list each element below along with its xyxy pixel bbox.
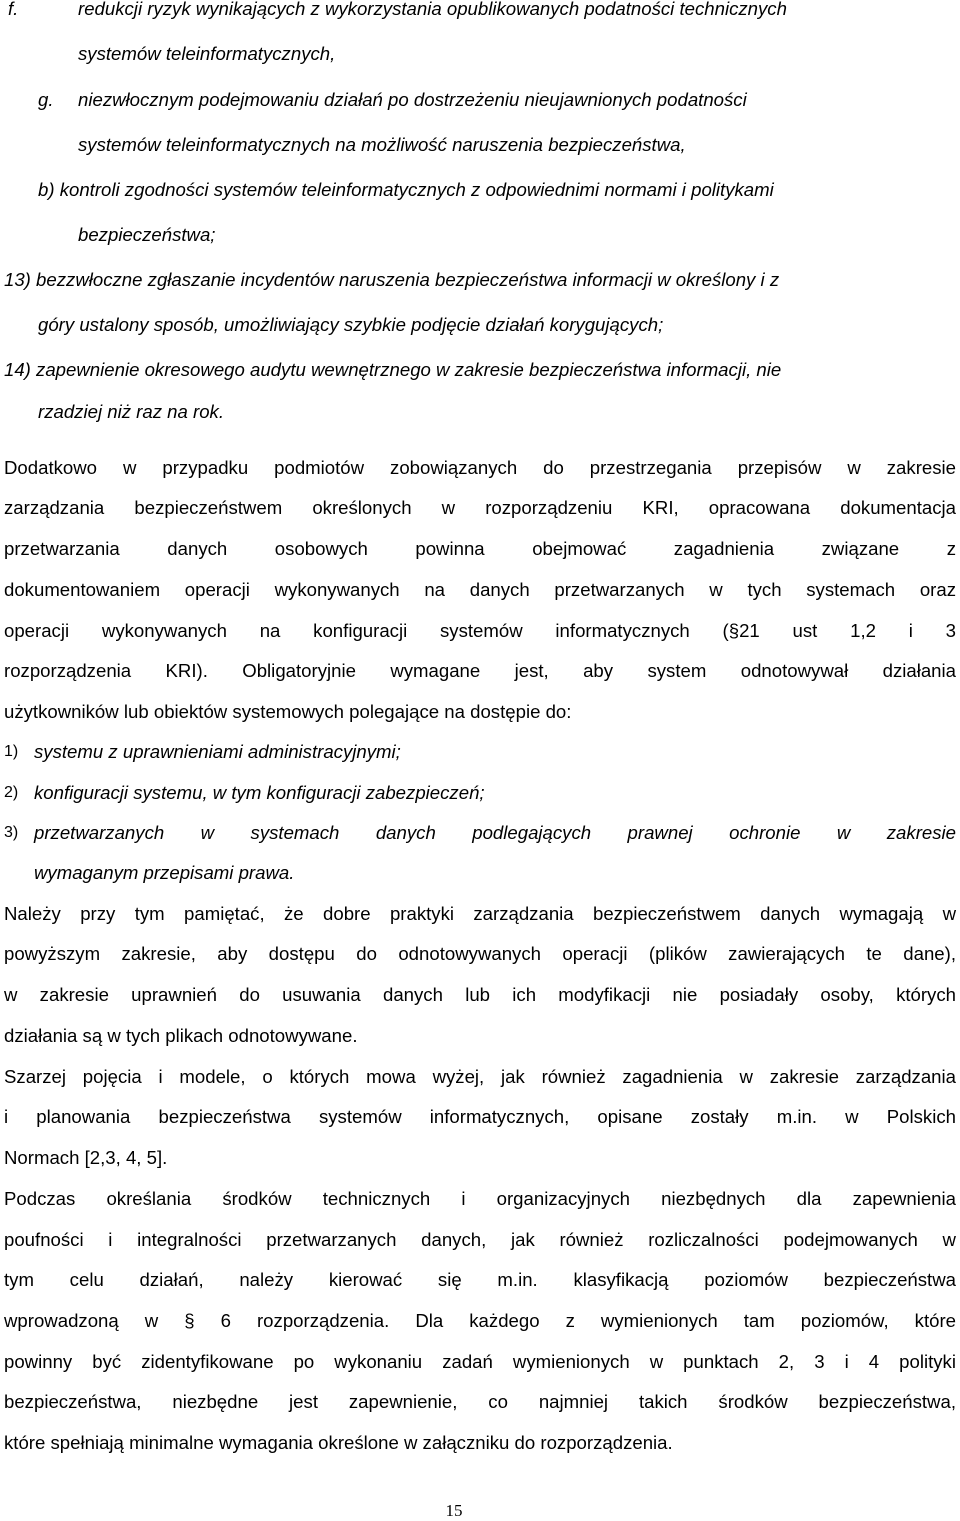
paragraph-4-line-6: bezpieczeństwa, niezbędne jest zapewnienie, co najmniej takich środków bezpieczeństwa, bbox=[4, 1391, 956, 1412]
list-marker-f: f. bbox=[8, 0, 19, 19]
list-item-14-line-1: 14) zapewnienie okresowego audytu wewnętrznego w zakresie bezpieczeństwa informacji, nie bbox=[4, 359, 782, 380]
paragraph-2-line-1: Należy przy tym pamiętać, że dobre praktyki zarządzania bezpieczeństwem danych wymagają w bbox=[4, 903, 956, 924]
paragraph-4-line-7: które spełniają minimalne wymagania określone w załączniku do rozporządzenia. bbox=[4, 1432, 673, 1453]
paragraph-4-line-1: Podczas określania środków technicznych i organizacyjnych niezbędnych dla zapewnienia bbox=[4, 1188, 956, 1209]
list-item-13-line-1: 13) bezzwłoczne zgłaszanie incydentów naruszenia bezpieczeństwa informacji w określony i z bbox=[4, 269, 780, 290]
list-item-g-line-2: systemów teleinformatycznych na możliwość naruszenia bezpieczeństwa, bbox=[78, 134, 686, 155]
paragraph-4-line-4: wprowadzoną w § 6 rozporządzenia. Dla każdego z wymienionych tam poziomów, które bbox=[4, 1310, 956, 1331]
paragraph-4-line-5: powinny być zidentyfikowane po wykonaniu zadań wymienionych w punktach 2, 3 i 4 polityki bbox=[4, 1351, 956, 1372]
paragraph-3-line-1: Szarzej pojęcia i modele, o których mowa wyżej, jak również zagadnienia w zakresie zarządzania bbox=[4, 1066, 956, 1087]
paragraph-1-line-3: przetwarzania danych osobowych powinna obejmować zagadnienia związane z bbox=[4, 538, 956, 559]
numbered-list-item-2: konfiguracji systemu, w tym konfiguracji zabezpieczeń; bbox=[34, 782, 485, 803]
list-item-b-line-2: bezpieczeństwa; bbox=[78, 224, 216, 245]
paragraph-3-line-3: Normach [2,3, 4, 5]. bbox=[4, 1147, 168, 1168]
numbered-list-marker-2: 2) bbox=[4, 784, 19, 801]
paragraph-1-line-5: operacji wykonywanych na konfiguracji systemów informatycznych (§21 ust 1,2 i 3 bbox=[4, 620, 956, 641]
paragraph-4-line-3: tym celu działań, należy kierować się m.in. klasyfikacją poziomów bezpieczeństwa bbox=[4, 1269, 956, 1290]
paragraph-2-line-3: w zakresie uprawnień do usuwania danych lub ich modyfikacji nie posiadały osoby, których bbox=[4, 984, 956, 1005]
paragraph-4-line-2: poufności i integralności przetwarzanych danych, jak również rozliczalności podejmowanych w bbox=[4, 1229, 956, 1250]
list-item-14-line-2: rzadziej niż raz na rok. bbox=[38, 401, 225, 422]
list-item-13-line-2: góry ustalony sposób, umożliwiający szybkie podjęcie działań korygujących; bbox=[38, 314, 664, 335]
page-number: 15 bbox=[445, 1501, 463, 1520]
paragraph-2-line-2: powyższym zakresie, aby dostępu do odnotowywanych operacji (plików zawierających te dane), bbox=[4, 943, 956, 964]
numbered-list-marker-1: 1) bbox=[4, 743, 19, 760]
list-item-g-line-1: niezwłocznym podejmowaniu działań po dostrzeżeniu nieujawnionych podatności bbox=[78, 89, 747, 110]
numbered-list-item-3: przetwarzanych w systemach danych podlegających prawnej ochronie w zakresie bbox=[34, 822, 956, 843]
list-item-b-line-1: b) kontroli zgodności systemów teleinformatycznych z odpowiednimi normami i politykami bbox=[38, 179, 774, 200]
paragraph-1-line-4: dokumentowaniem operacji wykonywanych na danych przetwarzanych w tych systemach oraz bbox=[4, 579, 956, 600]
paragraph-1-line-7: użytkowników lub obiektów systemowych polegające na dostępie do: bbox=[4, 701, 572, 722]
numbered-list-item-3-continuation: wymaganym przepisami prawa. bbox=[34, 862, 295, 883]
paragraph-2-line-4: działania są w tych plikach odnotowywane. bbox=[4, 1025, 358, 1046]
paragraph-3-line-2: i planowania bezpieczeństwa systemów informatycznych, opisane zostały m.in. w Polskich bbox=[4, 1106, 956, 1127]
numbered-list-marker-3: 3) bbox=[4, 824, 19, 841]
paragraph-1-line-6: rozporządzenia KRI). Obligatoryjnie wymagane jest, aby system odnotowywał działania bbox=[4, 660, 956, 681]
list-item-f-line-1: redukcji ryzyk wynikających z wykorzystania opublikowanych podatności technicznych bbox=[78, 0, 787, 19]
numbered-list-item-1: systemu z uprawnieniami administracyjnymi; bbox=[34, 741, 401, 762]
list-item-f-line-2: systemów teleinformatycznych, bbox=[78, 43, 336, 64]
list-marker-g: g. bbox=[38, 89, 54, 110]
paragraph-1-line-1: Dodatkowo w przypadku podmiotów zobowiązanych do przestrzegania przepisów w zakresie bbox=[4, 457, 956, 478]
paragraph-1-line-2: zarządzania bezpieczeństwem określonych w rozporządzeniu KRI, opracowana dokumentacja bbox=[4, 497, 956, 518]
